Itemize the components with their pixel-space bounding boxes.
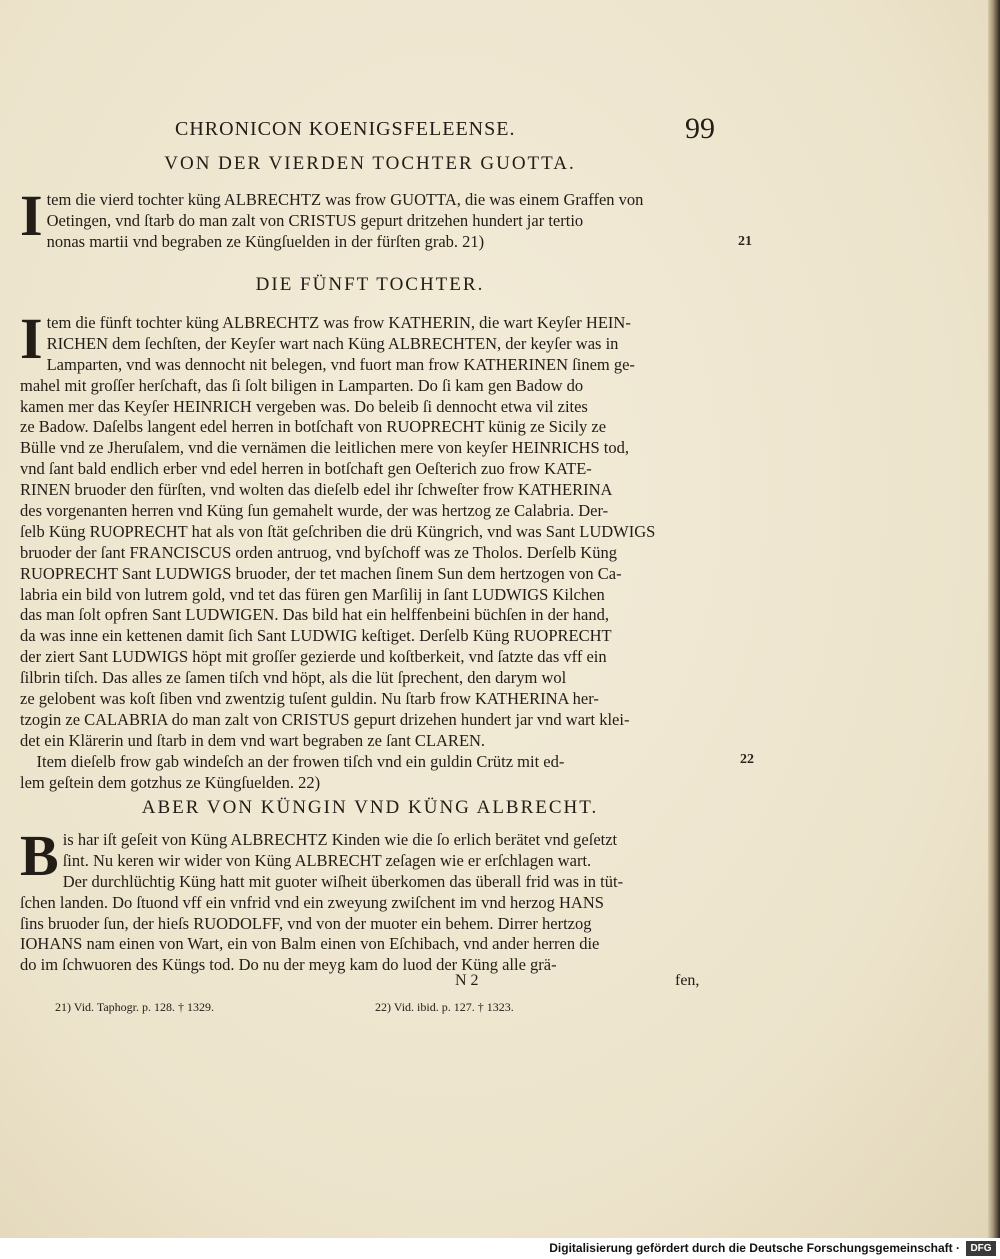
signature-mark: N 2 — [455, 972, 479, 989]
paragraph-3 — [20, 823, 720, 976]
text-line: vnd ſant bald endlich erber vnd edel herren in botſchaft gen Oeſterich zuo frow KATE- — [20, 459, 592, 479]
text-line: bruoder der ſant FRANCISCUS orden antruog, vnd byſchoff was ze Tholos. Derſelb Küng — [20, 542, 617, 562]
text-line: Lamparten, vnd was dennocht nit belegen, vnd fuort man frow KATHERINEN ſinem ge- — [46, 354, 635, 374]
text-line: RUOPRECHT Sant LUDWIGS bruoder, der tet machen ſinem Sun dem hertzogen von Ca- — [20, 563, 622, 583]
drop-capital: B — [20, 823, 59, 888]
text-line: ze Badow. Daſelbs langent edel herren in botſchaft von RUOPRECHT künig ze Sicily ze — [20, 417, 607, 437]
footnote-22: 22) Vid. ibid. p. 127. † 1323. — [375, 1000, 514, 1014]
text-line: tem die fünft tochter küng ALBRECHTZ was frow KATHERIN, die wart Keyſer HEIN- — [46, 313, 631, 332]
text-line: det ein Klärerin und ſtarb in dem vnd wart begraben ze ſant CLAREN. — [20, 730, 486, 750]
catchword: fen, — [675, 972, 700, 989]
text-line: da was inne ein kettenen damit ſich Sant LUDWIG keſtiget. Derſelb Küng RUOPRECHT — [20, 626, 612, 646]
text-line: des vorgenanten herren vnd Küng ſun gemahelt wurde, der was hertzog ze Calabria. Der- — [20, 501, 609, 521]
section-heading-2: DIE FÜNFT TOCHTER. — [255, 274, 485, 295]
text-line: tem die vierd tochter küng ALBRECHTZ was frow GUOTTA, die was einem Graffen von — [46, 190, 644, 209]
text-line: ſint. Nu keren wir wider von Küng ALBRECHT zeſagen wie er erſchlagen wart. — [62, 850, 592, 870]
text-line: do im ſchwuoren des Küngs tod. Do nu der meyg kam do luod der Küng alle grä- — [20, 955, 557, 975]
text-line: IOHANS nam einen von Wart, ein von Balm einen von Eſchibach, vnd ander herren die — [20, 934, 600, 954]
section-heading-1: VON DER VIERDEN TOCHTER GUOTTA. — [164, 153, 576, 174]
footnotes — [55, 1000, 695, 1022]
margin-note-21: 21 — [738, 234, 752, 249]
running-title: CHRONICON KOENIGSFELEENSE. — [175, 118, 516, 140]
text-line: tzogin ze CALABRIA do man zalt von CRISTUS gepurt drizehen hundert jar vnd wart klei- — [20, 709, 630, 729]
text-line: Der durchlüchtig Küng hatt mit guoter wiſheit überkomen das überall frid was in tüt- — [62, 871, 624, 891]
text-line: labria ein bild von lutrem gold, vnd tet das füren gen Marſilij in ſant LUDWIGS Kilchen — [20, 584, 605, 604]
text-line: Item dieſelb frow gab windeſch an der frowen tiſch vnd ein guldin Crütz mit ed- — [20, 751, 565, 771]
text-line: ze gelobent was koſt ſiben vnd zwentzig tuſent guldin. Nu ſtarb frow KATHERINA her- — [20, 689, 599, 709]
text-line: nonas martii vnd begraben ze Küngſuelden in der fürſten grab. 21) — [46, 231, 485, 251]
section-heading-3: ABER VON KÜNGIN VND KÜNG ALBRECHT. — [141, 797, 599, 818]
text-line: ſelb Küng RUOPRECHT hat als von ſtät geſchriben die drü Küngrich, vnd was Sant LUDWIGS — [20, 521, 656, 541]
text-line: RINEN bruoder den fürſten, vnd wolten das dieſelb edel ihr ſchweſter frow KATHERINA — [20, 480, 613, 500]
text-line: der ziert Sant LUDWIGS höpt mit groſſer gezierde und koſtberkeit, vnd ſatzte das vff ein — [20, 647, 607, 667]
margin-note-22: 22 — [740, 752, 754, 767]
page-edge-shadow — [988, 0, 1000, 1238]
dfg-logo-icon: DFG — [966, 1241, 996, 1256]
text-line: das man ſolt opfren Sant LUDWIGEN. Das bild hat ein helffenbeini büchſen in der hand, — [20, 605, 609, 625]
page-number: 99 — [685, 112, 715, 145]
page-header — [175, 112, 715, 146]
text-line: lem geſtein dem gotzhus ze Küngſuelden. 22) — [20, 772, 321, 792]
drop-capital: I — [20, 306, 43, 371]
text-line: RICHEN dem ſechſten, der Keyſer wart nach Küng ALBRECHTEN, der keyſer was in — [46, 333, 619, 353]
text-line: Bülle vnd ze Jheruſalem, vnd die vernämen die leitlichen mere von keyſer HEINRICHS tod, — [20, 438, 629, 458]
text-line: kamen mer das Keyſer HEINRICH vergeben was. Do beleib ſi dennocht etwa vil zites — [20, 396, 588, 416]
footnote-21: 21) Vid. Taphogr. p. 128. † 1329. — [55, 1000, 214, 1014]
funding-credit: Digitalisierung gefördert durch die Deutsche Forschungsgemeinschaft · — [549, 1241, 960, 1255]
credit-bar — [0, 1238, 1000, 1259]
text-line: ſins bruoder ſun, der hieſs RUODOLFF, vnd von der muoter ein behem. Dirrer hertzog — [20, 913, 592, 933]
text-line: Oetingen, vnd ſtarb do man zalt von CRISTUS gepurt dritzehen hundert jar tertio — [46, 210, 584, 230]
text-line: ſilbrin tiſch. Das alles ze ſamen tiſch vnd höpt, als die lüt ſprechent, den darym wol — [20, 668, 567, 688]
drop-capital: I — [20, 183, 43, 248]
text-line: ſchen landen. Do ſtuond vff ein vnfrid vnd ein zweyung zwiſchent im vnd herzog HANS — [20, 892, 604, 912]
text-line: is har iſt geſeit von Küng ALBRECHTZ Kinden wie die ſo erlich berätet vnd geſetzt — [62, 830, 618, 849]
paragraph-2 — [20, 306, 720, 793]
paragraph-1 — [20, 183, 720, 253]
text-line: mahel mit groſſer herſchaft, das ſi ſolt biligen in Lamparten. Do ſi kam gen Badow do — [20, 375, 584, 395]
